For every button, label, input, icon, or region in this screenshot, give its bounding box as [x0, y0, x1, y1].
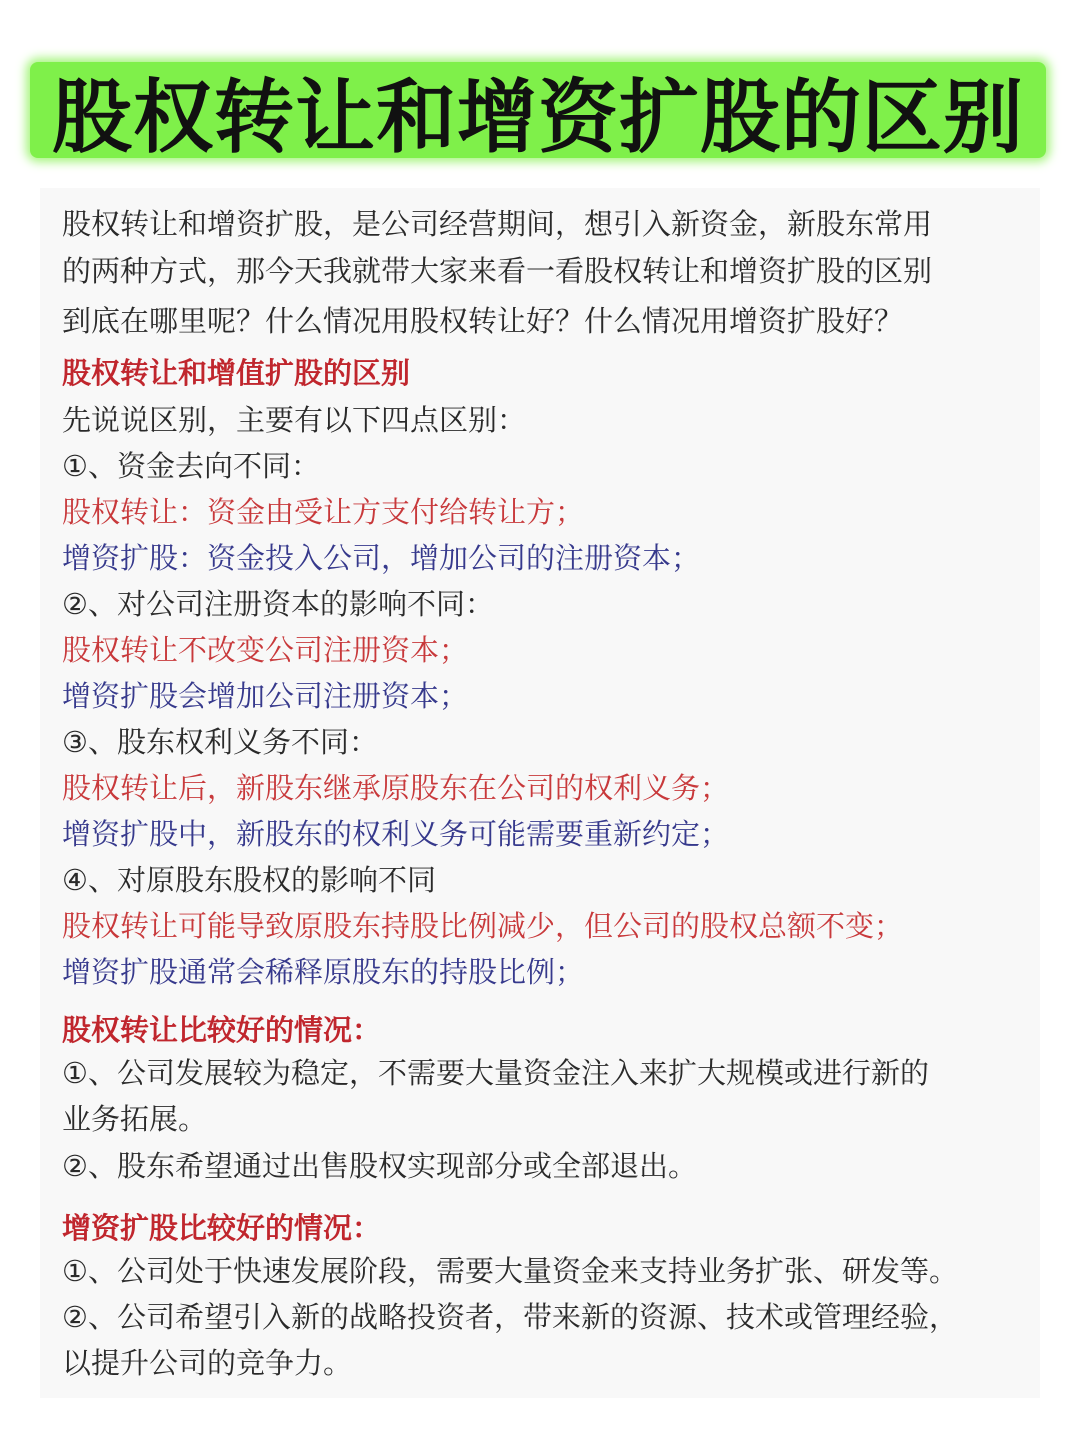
case-line: ①、公司发展较为稳定，不需要大量资金注入来扩大规模或进行新的: [62, 1056, 929, 1090]
case-line: 业务拓展。: [62, 1102, 208, 1136]
section-heading-differences: 股权转让和增值扩股的区别: [62, 356, 411, 390]
point-transfer-text: 股权转让不改变公司注册资本；: [62, 633, 469, 667]
point-increase-text: 增资扩股通常会稀释原股东的持股比例；: [62, 955, 585, 989]
point-increase-text: 增资扩股会增加公司注册资本；: [62, 679, 469, 713]
point-title: ④、对原股东股权的影响不同: [62, 863, 436, 897]
intro-line: 的两种方式，那今天我就带大家来看一看股权转让和增资扩股的区别: [62, 254, 933, 288]
section-heading-transfer-better: 股权转让比较好的情况：: [62, 1013, 382, 1047]
page-title: 股权转让和增资扩股的区别: [52, 70, 1024, 164]
case-line: ①、公司处于快速发展阶段，需要大量资金来支持业务扩张、研发等。: [62, 1254, 958, 1288]
article-body: [40, 188, 1040, 1398]
point-title: ②、对公司注册资本的影响不同：: [62, 587, 494, 621]
point-title: ①、资金去向不同：: [62, 449, 320, 483]
point-transfer-text: 股权转让：资金由受让方支付给转让方；: [62, 495, 585, 529]
section-lead: 先说说区别，主要有以下四点区别：: [62, 403, 527, 437]
intro-line: 股权转让和增资扩股，是公司经营期间，想引入新资金，新股东常用: [62, 207, 933, 241]
point-transfer-text: 股权转让可能导致原股东持股比例减少，但公司的股权总额不变；: [62, 909, 904, 943]
point-increase-text: 增资扩股：资金投入公司，增加公司的注册资本；: [62, 541, 701, 575]
case-line: ②、公司希望引入新的战略投资者，带来新的资源、技术或管理经验，: [62, 1300, 958, 1334]
case-line: 以提升公司的竞争力。: [62, 1346, 353, 1380]
point-title: ③、股东权利义务不同：: [62, 725, 378, 759]
case-line: ②、股东希望通过出售股权实现部分或全部退出。: [62, 1149, 697, 1183]
point-transfer-text: 股权转让后，新股东继承原股东在公司的权利义务；: [62, 771, 730, 805]
point-increase-text: 增资扩股中，新股东的权利义务可能需要重新约定；: [62, 817, 730, 851]
section-heading-increase-better: 增资扩股比较好的情况：: [62, 1211, 382, 1245]
title-banner: [30, 62, 1046, 164]
intro-line: 到底在哪里呢？什么情况用股权转让好？什么情况用增资扩股好？: [62, 304, 904, 338]
